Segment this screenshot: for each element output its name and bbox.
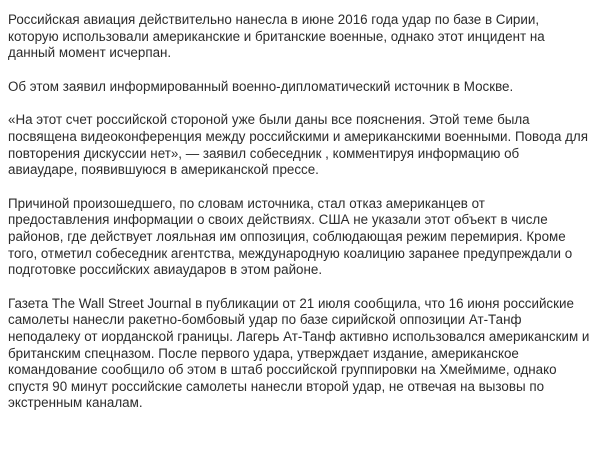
paragraph-3: «На этот счет российской стороной уже были даны все пояснения. Этой теме была посвящена видеоконференция между российскими и американскими военными. Повода для повторения дискуссии нет», — заявил собеседник , комментируя информацию об авиаударе, появившуюся в американской прессе. bbox=[8, 112, 588, 178]
paragraph-1: Российская авиация действительно нанесла в июне 2016 года удар по базе в Сирии, которую использовали американские и британские военные, однако этот инцидент на данный момент исчерпан. bbox=[8, 12, 545, 61]
paragraph-2: Об этом заявил информированный военно-дипломатический источник в Москве. bbox=[8, 78, 514, 94]
paragraph-4: Причиной произошедшего, по словам источника, стал отказ американцев от предоставления информации о своих действиях. США не указали этот объект в числе районов, где действует лояльная им оппозиция, соблюдающая режим перемирия. Кроме того, отметил собеседник агентства, международную коалицию заранее предупреждали о подготовке российских авиаударов в этом районе. bbox=[8, 195, 573, 278]
paragraph-5: Газета The Wall Street Journal в публикации от 21 июля сообщила, что 16 июня российские самолеты нанесли ракетно-бомбовый удар по базе сирийской оппозиции Ат-Танф неподалеку от иорданской границы. Лагерь Ат-Танф активно использовался американским и британским спецназом. После первого удара, утверждает издание, американское командование сообщило об этом в штаб российской группировки на Хмеймиме, однако спустя 90 минут российские самолеты нанесли второй удар, не отвечая на вызовы по экстренным каналам. bbox=[8, 295, 590, 411]
